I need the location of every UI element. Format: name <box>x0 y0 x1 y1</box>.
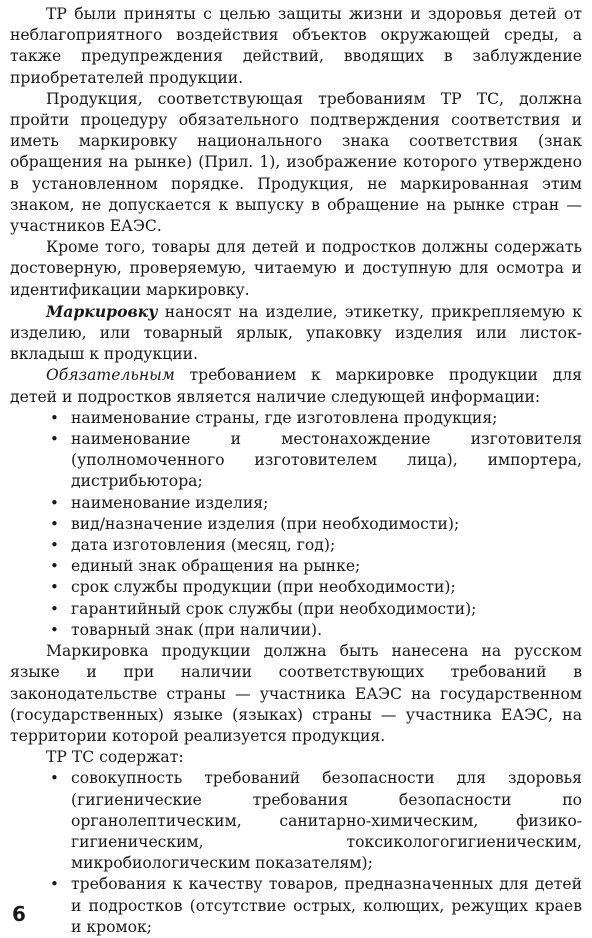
list-item-text: совокупность требований безопасности для здоровья (гигиенические требования безопасности по органолептическим, санитарно-химическим, физико-гигиеническим, токсикологогигиеническим, микробиологическим показателям); <box>71 769 582 873</box>
term-mandatory: Обязательным <box>46 366 175 385</box>
list-item-text: требования к качеству товаров, предназначенных для детей и подростков (отсутствие острых, колющих, режущих краев и кромок; <box>71 875 582 936</box>
list-item-text: единый знак обращения на рынке; <box>71 557 361 576</box>
regulation-contents-list <box>10 768 582 938</box>
list-item <box>10 535 582 556</box>
list-item <box>10 556 582 577</box>
paragraph-marking-placement <box>10 301 582 366</box>
marking-info-list <box>10 408 582 641</box>
list-item <box>10 874 582 938</box>
list-item-text: гарантийный срок службы (при необходимости); <box>71 599 477 618</box>
list-item-text: товарный знак (при наличии). <box>71 620 323 639</box>
bullet-icon: • <box>50 514 59 533</box>
bullet-icon: • <box>50 578 59 597</box>
paragraph-contents-intro: ТР ТС содержат: <box>46 748 184 767</box>
bullet-icon: • <box>50 875 59 894</box>
bullet-icon: • <box>50 493 59 512</box>
paragraph-conformity: Продукция, соответствующая требованиям ТР ТС, должна пройти процедуру обязательного подтверждения соответствия и иметь маркировку национального знака соответствия (знак обращения на рынке) (Прил. 1), изображение которого утверждено в установленном порядке. Продукция, не маркированная этим знаком, не допускается к выпуску в обращение на рынке стран — участников ЕАЭС. <box>10 89 582 236</box>
list-item <box>10 768 582 874</box>
list-item <box>10 493 582 514</box>
bullet-icon: • <box>50 599 59 618</box>
list-item-text: наименование изделия; <box>71 493 269 512</box>
paragraph-mandatory <box>10 365 582 407</box>
list-item <box>10 599 582 620</box>
bullet-icon: • <box>50 536 59 555</box>
list-item-text: наименование и местонахождение изготовителя (уполномоченного изготовителем лица), импортера, дистрибьютора; <box>71 430 582 491</box>
bullet-icon: • <box>50 620 59 639</box>
list-item-text: дата изготовления (месяц, год); <box>71 536 336 555</box>
list-item-text: срок службы продукции (при необходимости); <box>71 578 456 597</box>
bullet-icon: • <box>50 557 59 576</box>
bullet-icon: • <box>50 430 59 449</box>
bullet-icon: • <box>50 408 59 427</box>
term-marking: Маркировку <box>46 301 158 321</box>
paragraph-purpose: ТР были приняты с целью защиты жизни и здоровья детей от неблагоприятного воздействия объектов окружающей среды, а также предупреждения действий, вводящих в заблуждение приобретателей продукции. <box>10 5 582 87</box>
list-item <box>10 577 582 598</box>
list-item <box>10 408 582 429</box>
list-item <box>10 429 582 493</box>
paragraph-mandatory-text: требованием к маркировке продукции для детей и подростков является наличие следующей информации: <box>10 366 582 406</box>
list-item-text: наименование страны, где изготовлена продукция; <box>71 408 498 427</box>
paragraph-language: Маркировка продукции должна быть нанесена на русском языке и при наличии соответствующих требований в законодательстве страны — участника ЕАЭС на государственном (государственных) языке (языках) страны — участника ЕАЭС, на территории которой реализуется продукция. <box>10 642 582 745</box>
list-item <box>10 620 582 641</box>
page-number: 6 <box>12 902 26 926</box>
bullet-icon: • <box>50 769 59 788</box>
list-item <box>10 514 582 535</box>
paragraph-marking-placement-text: наносят на изделие, этикетку, прикрепляемую к изделию, или товарный ярлык, упаковку изделия или листок-вкладыш к продукции. <box>10 302 582 364</box>
list-item-text: вид/назначение изделия (при необходимости); <box>71 514 460 533</box>
body-text <box>10 4 582 938</box>
paragraph-marking-quality: Кроме того, товары для детей и подростков должны содержать достоверную, проверяемую, читаемую и доступную для осмотра и идентификации маркировку. <box>10 238 582 299</box>
